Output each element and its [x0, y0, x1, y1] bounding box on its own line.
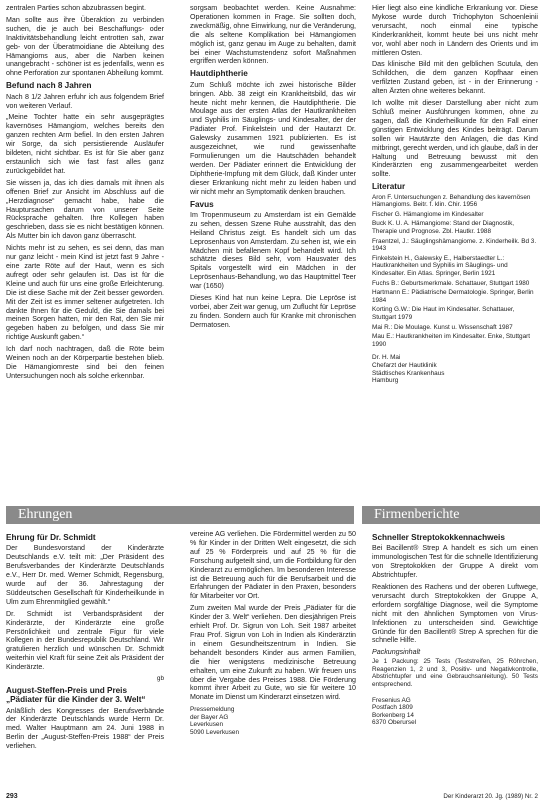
paragraph: Dr. Schmidt ist Verbandspräsident der Kinderärzte, der Kinderärzte eine große Persönlichkeit und zentrale Figur für viele Kollegen in der Bundesrepublik Deutschland. Wir gratulieren herzlich und wünschen Dr. Schmidt weiterhin viel Kraft für seine Zeit als Präsident der Kinderärzte. — [6, 609, 164, 672]
paragraph: Hier liegt also eine kindliche Erkrankung vor. Diese Mykose wurde durch Trichophyton Schoenleinii verursacht, noch einmal eine typische Kinderkrankheit, kommt heute bei uns nicht mehr vor, wohl aber noch in Ländern des Orients und im mittleren Osten. — [372, 4, 538, 57]
address-line: Fresenius AG — [372, 696, 411, 704]
address-line: Borkenberg 14 — [372, 711, 414, 719]
paragraph: vereine AG verliehen. Die Fördermittel werden zu 50 % für Kinder in der Dritten Welt eingesetzt, die sich auf 25 % Förderpreis und auf 25 % für die Forschung aufgeteilt sind, um die Fortbildung für den Kinderarzt zu ermöglichen. Im besonderen Interesse ist die Betreuung auch für die Berufsarbeit und die Erfahrungen der Pädiater in den Praxen, besonders für Mitarbeiter vor Ort. — [190, 530, 356, 601]
section-heading: Favus — [190, 199, 214, 209]
paragraph: Reaktionen des Rachens und der oberen Luftwege, verursacht durch Streptokokken der Gruppe A, erfordern sorgfältige Diagnose, weil die Symptome nicht mit den ähnlichen Symptomen von Virus-Infektionen zu unterscheiden sind. Gewichtige Gründe für den Bacillent® Strep A sprechen für die schnelle Hilfe. — [372, 583, 538, 645]
section-heading: Hautdiphtherie — [190, 69, 248, 79]
article-heading: Ehrung für Dr. Schmidt — [6, 533, 96, 542]
literature-item: Mai R.: Die Moulage. Kunst u. Wissenschaft 1987 — [372, 323, 513, 331]
literature-item: Fischer G. Hämangiome im Kindesalter — [372, 210, 484, 218]
column-left-bottom — [6, 530, 164, 790]
paragraph: zentralen Parties schon abzubrassen begint. — [6, 4, 146, 12]
column-middle-top — [190, 4, 356, 500]
signature: gb — [156, 675, 164, 683]
literature-list — [372, 194, 538, 349]
column-right-bottom — [372, 530, 538, 790]
section-bar-firmenberichte: Firmenberichte — [362, 506, 540, 524]
literature-item: Buck K. U. A. Hämangiome: Stand der Diagnostik, Therapie und Prognose. Zbl. Hautkr. 1988 — [372, 220, 515, 235]
page-number: 293 — [6, 793, 18, 800]
paragraph: Anläßlich des Kongresses der Berufsverbände der Kinderärzte Deutschlands wurde Herrn Dr. med. Walter Hauptmann am 24. Juni 1988 in Berlin der „August-Steffen-Preis 1988“ der Preis verliehen. — [6, 706, 164, 751]
paragraph: Im Tropenmuseum zu Amsterdam ist ein Gemälde zu sehen, dessen Szene Ruhe ausstrahlt, das den Heiland Christus zeigt. Es handelt sich um das Leprosenhaus von Amsterdam. Zu sehen ist, wie ein Mädchen mit befallenem Kopf behandelt wird. Ich schätzte dieses Bild sehr, vom Hausvater des Spitals vorgestellt wird ein Mädchen in der Leprösenhaus-Behandlung, wo das Hauptmittel Teer war (1650) — [190, 210, 356, 291]
author-line: Städtisches Krankenhaus — [372, 369, 445, 377]
article-heading: Schneller Streptokokkennachweis — [372, 533, 505, 542]
press-line: Pressemeldung — [190, 706, 235, 714]
literature-item: Aron F. Untersuchungen z. Behandlung des kavernösen Hämangioms. Beitr. f. klin. Chir. 1956 — [372, 193, 531, 209]
paragraph: Sie wissen ja, das ich dies damals mit ihnen als offenen Brief zur Ansicht im Abschluss auf die „Herzdiagnose“ gemacht habe, habe die Hauptursachen darum von unserer Seite Rücksprache gehalten. Ihre Kollegen haben geschrieben, dass sie es nicht bestätigen können. Als Mutter bin ich davon ganz überrascht. — [6, 178, 164, 241]
paragraph: Nach 8 1/2 Jahren erfuhr ich aus folgendem Brief von weiteren Verlauf. — [6, 92, 164, 110]
paragraph: „Meine Tochter hatte ein sehr ausgeprägtes kavernöses Hämangiom, welches bereits den ganzen rechten Arm befiel. In den ersten Jahren wir Sorge, da sich persistierende Ausläufer bildeten, nicht sichtbar. Es ist für Sie aber ganz erstaunlich sich wie fast fast alles ganz zurückgebildet hat. — [6, 113, 164, 175]
paragraph: Bei Bacillent® Strep A handelt es sich um einen immunologischen Test für die schnelle Identifizierung von Streptokokken der Gruppe A direkt vom Abstrichtupfer. — [372, 544, 538, 580]
literature-item: Hartmann E.: Pädiatrische Dermatologie. Springer, Berlin 1984 — [372, 289, 534, 304]
author-line: Dr. H. Mai — [372, 354, 401, 362]
paragraph: Je 1 Packung: 25 Tests (Teststreifen, 25 Röhrchen, Reagenzien 1, 2 und 3, Positiv- und Negativkontrolle, Abstrichtupfer und eine Gebrauchsanleitung). 50 Tests entsprechend. — [372, 658, 538, 689]
column-right-top — [372, 4, 538, 500]
press-line: der Bayer AG — [190, 713, 229, 721]
paragraph: Man sollte aus ihre Überaktion zu verbinden suchen, die je auch bei Beschaffungs- oder Inaktivitätsbehandlung leicht entrotten sah, zwar geb- von der Überatmoidiane die Abteilung des Hämangioms aus, aber die Narben keinen unangebracht - schöner ist es jedenfalls, wenn es ohne Perforation zur spontanen Abheilung kommt. — [6, 15, 164, 78]
paragraph: Ich wollte mit dieser Darstellung aber nicht zum Schluß meiner Ausführungen kommen, ohne zu sagen, daß die Kinderheilkunde für den Fall einer günstigen Entwicklung des Kindes beiträgt. Darum sollen wir Hautärzte den Anlagen, die das Kind mitbringt, gerecht werden, und ich glaube, daß in der Haltung und Betreuung bewusst mit den Kinderärzten eng zusammengearbeitet werden sollte. — [372, 99, 538, 179]
company-address — [372, 697, 538, 727]
address-line: 6370 Oberursel — [372, 719, 417, 727]
literature-item: Mau E.: Hautkrankheiten im Kindesalter. Enke, Stuttgart 1990 — [372, 333, 531, 348]
author-block — [372, 354, 538, 384]
author-line: Chefarzt der Hautklinik — [372, 361, 437, 369]
literature-heading: Literatur — [372, 182, 406, 192]
paragraph: Der Bundesvorstand der Kinderärzte Deutschlands e.V. teilt mit: „Der Präsident des Berufsverbandes der Kinderärzte Deutschlands e.V., Herr Dr. med. Werner Schmidt, Regensburg, wurde auf der 36. Jahrestagung der Süddeutschen Gesellschaft für Kinderheilkunde in Ulm zum Ehrenmitglied gewählt.“ — [6, 544, 164, 606]
press-source — [190, 706, 356, 736]
literature-item: Fraentzel, J.: Säuglingshämangiome. z. Kinderheilk. Bd 3. 1943 — [372, 237, 537, 253]
column-left-top — [6, 4, 164, 500]
press-line: Leverkusen — [190, 721, 224, 729]
paragraph: Das klinische Bild mit den gelblichen Scutula, den Schildchen, die dem ganzen Kopfhaar einen verfilzten Zustand geben, ist - in der Erinnerung - alten Ärzten ohne weiteres bekannt. — [372, 60, 538, 96]
journal-reference: Der Kinderarzt 20. Jg. (1989) Nr. 2 — [443, 793, 538, 800]
address-line: Postfach 1809 — [372, 704, 413, 712]
column-middle-bottom — [190, 530, 356, 790]
literature-item: Finkelstein H., Galewsky E., Halberstaedter L.: Hautkrankheiten und Syphilis im Säuglings- und Kindesalter. Ein Atlas. Springer, Berlin 1921 — [372, 254, 508, 277]
author-line: Hamburg — [372, 377, 399, 385]
section-heading: Befund nach 8 Jahren — [6, 81, 92, 91]
press-line: 5090 Leverkusen — [190, 729, 240, 736]
paragraph: Dieses Kind hat nun keine Lepra. Die Lepröse ist vorbei, aber Zeit war genug, um Zuflucht für Lepröse zu finden. Sondern auch für Kranke mit chronischen Dermatosen. — [190, 294, 356, 329]
paragraph: Zum zweiten Mal wurde der Preis „Pädiater für die Kinder der 3. Welt“ verliehen. Den diesjährigen Preis erhielt Prof. Dr. Sigrun von Loh. Seit 1987 arbeitet Frau Prof. Sigrun von Loh in Indien als Kinderärztin in einem Gesundheitszentrum in Indien. Sie behandelt besonders Kinder aus armen Familien, die hier wenigstens medizinische Betreuung erhalten, um eine Zukunft zu haben. Wir freuen uns über die Vergabe des Preises 1988. Die Förderung kommt ihrer Arbeit zu Gute, wo sie für weitere 10 Monate im Dienst um Kinderarzt einsetzen wird. — [190, 604, 356, 702]
paragraph: Ich darf noch nachtragen, daß die Röte beim Weinen noch an der Körperpartie bestehen blieb. Die Hämangiomreste sind bei den feinen Untersuchungen noch als solche erkennbar. — [6, 345, 164, 380]
article-heading: August-Steffen-Preis und Preis „Pädiater für die Kinder der 3. Welt“ — [6, 685, 146, 705]
pack-label: Packungsinhalt — [372, 648, 421, 657]
literature-item: Fuchs B.: Geburtsmerkmale. Schattauer, Stuttgart 1980 — [372, 279, 530, 287]
paragraph: Zum Schluß möchte ich zwei historische Bilder bringen. Abb. 38 zeigt ein Krankheitsbild, das wir heute nicht mehr kennen, die Hautdiphtherie. Die Moulage aus der ersten Atlas der Hautkrankheiten und Syphilis im Säuglings- und Kindesalter, der der Pädiater Prof. Finkelstein und der Hautarzt Dr. Galewsky zusammen 1921 publizierten. Es ist ausgezeichnet, wie rund gewissenhafte Formulierungen um die Hautschäden behandelt werden. Der Pädiater erinnert die Entwicklung der Diphtherie-Impfung mit dem Glück, daß Kinder unter dieser Erkrankung nicht mehr zu leiden haben und wir nicht mehr an Symptomatik denken brauchen. — [190, 80, 356, 196]
literature-item: Korting G.W.: Die Haut im Kindesalter. Schattauer, Stuttgart 1979 — [372, 306, 515, 321]
section-bar-ehrungen: Ehrungen — [6, 506, 354, 524]
paragraph: Nichts mehr ist zu sehen, es sei denn, das man nur ganz leicht - mein Kind ist jetzt fast 9 Jahre - eine zarte Röte auf der Haut, wenn es sich aufregt oder sehr gelaufen ist. Das ist für die Kleine und auch für uns eine große Erleichterung. Die ist diese Sache mit der Zeit besser geworden. Mit der Zeit ist es immer seltener aufgetreten. Ich dankte Ihnen für die Geduld, die Sie damals bei meinen Sorgen hatten, mir den Rat, den Sie mir gegeben haben zu befolgen, und dass Sie mir richtige Auskunft gaben.“ — [6, 244, 164, 342]
paragraph: sorgsam beobachtet werden. Keine Ausnahme: Operationen kommen in Frage. Sie sollten doch, zweckmäßig, ohne Einwirkung, nur die Veränderung, die als seltene Komplikation bei Hämangiomen möglich ist, ganz genau im Auge zu behalten, damit bei einer Wachstumstendenz sofort Maßnahmen ergriffen werden können. — [190, 4, 356, 66]
